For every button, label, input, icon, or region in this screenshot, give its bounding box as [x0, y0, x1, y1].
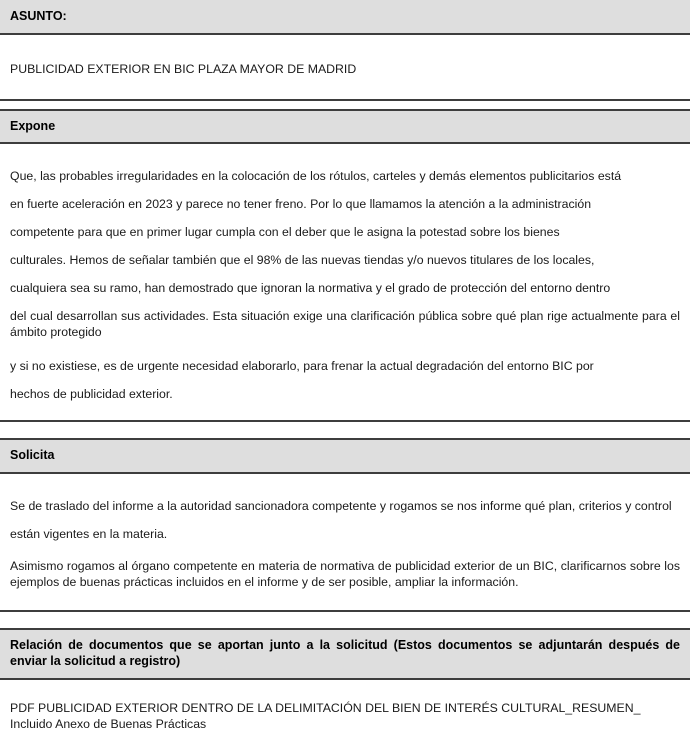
asunto-gap — [0, 101, 690, 109]
solicita-mid-spacer — [10, 548, 680, 558]
solicita-gap — [0, 612, 690, 628]
asunto-top-spacer — [10, 35, 680, 55]
expone-justified-paragraph: del cual desarrollan sus actividades. Esta situación exige una clarificación pública sobre qué plan rige actualmente para el ámbito protegido — [10, 309, 680, 339]
asunto-value: PUBLICIDAD EXTERIOR EN BIC PLAZA MAYOR DE MADRID — [10, 61, 357, 76]
asunto-header — [0, 0, 690, 35]
solicita-body — [0, 474, 690, 610]
expone-header — [0, 109, 690, 145]
solicita-line: Se de traslado del informe a la autoridad sancionadora competente y rogamos se nos informe qué plan, criterios y control — [10, 498, 672, 513]
solicita-header — [0, 438, 690, 474]
expone-top-spacer — [10, 144, 680, 162]
documentos-header — [0, 628, 690, 680]
expone-line: competente para que en primer lugar cumpla con el deber que le asigna la potestad sobre los bienes — [10, 225, 560, 239]
documentos-header-label: Relación de documentos que se aportan junto a la solicitud (Estos documentos se adjuntarán después de enviar la solicitud a registro) — [10, 637, 680, 668]
expone-line: cualquiera sea su ramo, han demostrado que ignoran la normativa y el grado de protección del entorno dentro — [10, 281, 611, 295]
solicita-top-spacer — [10, 474, 680, 492]
solicita-justified-paragraph: Asimismo rogamos al órgano competente en materia de normativa de publicidad exterior de un BIC, clarificarnos sobre los ejemplos de buenas prácticas incluidos en el informe y de ser posible, ampliar la información. — [10, 558, 680, 589]
documentos-top-spacer — [10, 680, 680, 700]
expone-line: Que, las probables irregularidades en la colocación de los rótulos, carteles y demás elementos publicitarios está — [10, 169, 622, 183]
expone-line: en fuerte aceleración en 2023 y parece no tener freno. Por lo que llamamos la atención a la administración — [10, 197, 592, 211]
expone-mid-spacer-2 — [10, 340, 680, 352]
expone-body — [0, 144, 690, 420]
asunto-body — [0, 35, 690, 99]
expone-closing-line: hechos de publicidad exterior. — [10, 387, 173, 401]
solicita-header-label: Solicita — [10, 448, 55, 462]
expone-line: culturales. Hemos de señalar también que el 98% de las nuevas tiendas y/o nuevos titulares de los locales, — [10, 253, 595, 267]
expone-closing-line: y si no existiese, es de urgente necesidad elaborarlo, para frenar la actual degradación del entorno BIC por — [10, 359, 594, 373]
asunto-header-label: ASUNTO: — [10, 9, 67, 23]
expone-header-label: Expone — [10, 118, 56, 133]
expone-gap — [0, 422, 690, 438]
solicita-bottom-spacer — [10, 590, 680, 610]
asunto-bottom-spacer — [10, 83, 680, 99]
documentos-body — [0, 680, 690, 732]
documentos-value: PDF PUBLICIDAD EXTERIOR DENTRO DE LA DELIMITACIÓN DEL BIEN DE INTERÉS CULTURAL_RESUMEN_ Incluido Anexo de Buenas Prácticas — [10, 700, 641, 731]
expone-bottom-spacer — [10, 408, 680, 420]
solicita-line: están vigentes en la materia. — [10, 526, 168, 541]
